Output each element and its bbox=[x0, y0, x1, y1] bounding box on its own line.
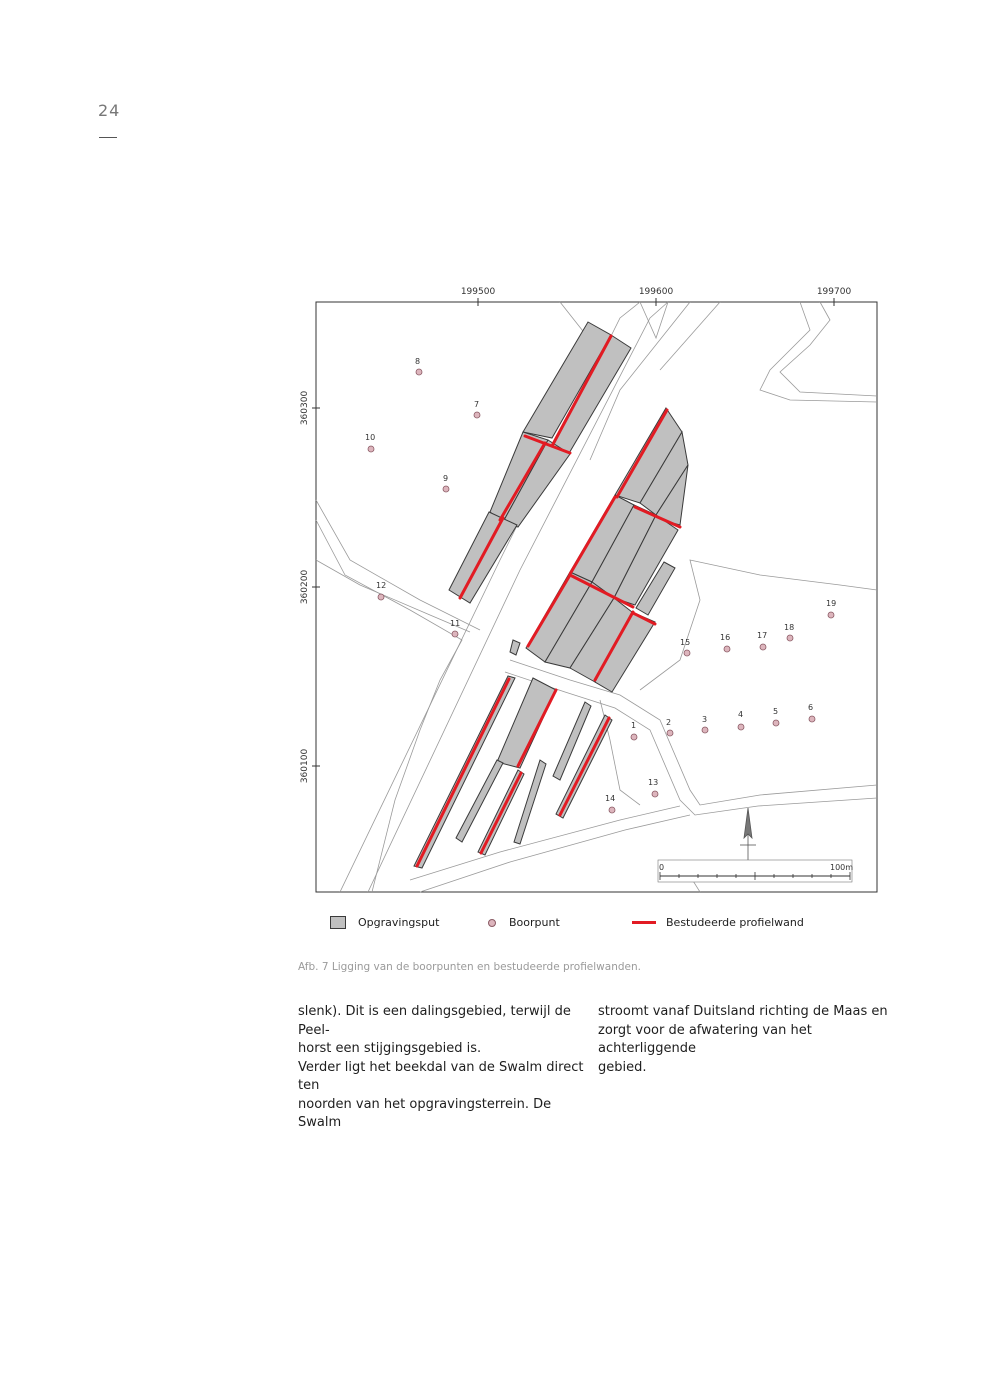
borehole-11 bbox=[452, 631, 458, 637]
borehole-label-12: 12 bbox=[376, 581, 387, 590]
map-legend bbox=[330, 916, 890, 938]
scale-bar bbox=[658, 860, 853, 882]
borehole-3 bbox=[702, 727, 708, 733]
borehole-swatch-icon bbox=[488, 919, 496, 927]
borehole-17 bbox=[760, 644, 766, 650]
borehole-15 bbox=[684, 650, 690, 656]
figure-caption: Afb. 7 Ligging van de boorpunten en bestudeerde profielwanden. bbox=[298, 961, 641, 973]
borehole-14 bbox=[609, 807, 615, 813]
body-line: horst een stijgingsgebied is. bbox=[298, 1041, 482, 1056]
legend-borehole-label: Boorpunt bbox=[509, 916, 560, 929]
borehole-label-16: 16 bbox=[720, 633, 731, 642]
body-line: Verder ligt het beekdal van de Swalm direct ten bbox=[298, 1059, 584, 1093]
borehole-label-1: 1 bbox=[631, 721, 637, 730]
legend-profile-label: Bestudeerde profielwand bbox=[666, 916, 804, 929]
borehole-12 bbox=[378, 594, 384, 600]
body-line: stroomt vanaf Duitsland richting de Maas en bbox=[598, 1004, 888, 1019]
y-tick-3: 360100 bbox=[300, 748, 310, 784]
pit-swatch-icon bbox=[330, 916, 346, 929]
borehole-label-15: 15 bbox=[680, 638, 691, 647]
x-tick-3: 199700 bbox=[816, 287, 852, 297]
borehole-label-13: 13 bbox=[648, 778, 659, 787]
y-tick-1: 360300 bbox=[300, 390, 310, 426]
legend-pit bbox=[330, 916, 439, 929]
borehole-7 bbox=[474, 412, 480, 418]
borehole-label-8: 8 bbox=[415, 357, 421, 366]
body-line: noorden van het opgravingsterrein. De Swalm bbox=[298, 1096, 552, 1130]
body-line: gebied. bbox=[598, 1059, 647, 1075]
borehole-label-2: 2 bbox=[666, 718, 672, 727]
body-column-left bbox=[298, 1003, 588, 1133]
body-line: slenk). Dit is een dalingsgebied, terwijl de Peel- bbox=[298, 1004, 571, 1038]
scale-start: 0 bbox=[659, 863, 665, 872]
borehole-8 bbox=[416, 369, 422, 375]
y-tick-2: 360200 bbox=[300, 569, 310, 605]
borehole-label-3: 3 bbox=[702, 715, 708, 724]
borehole-label-10: 10 bbox=[365, 433, 376, 442]
x-tick-1: 199500 bbox=[460, 287, 496, 297]
borehole-label-9: 9 bbox=[443, 474, 449, 483]
body-column-right bbox=[598, 1003, 888, 1077]
page-number-rule bbox=[99, 137, 117, 138]
borehole-label-17: 17 bbox=[757, 631, 768, 640]
scale-end: 100m bbox=[830, 863, 854, 872]
borehole-10 bbox=[368, 446, 374, 452]
legend-pit-label: Opgravingsput bbox=[358, 916, 440, 929]
borehole-4 bbox=[738, 724, 744, 730]
borehole-label-7: 7 bbox=[474, 400, 480, 409]
borehole-16 bbox=[724, 646, 730, 652]
x-tick-2: 199600 bbox=[638, 287, 674, 297]
borehole-1 bbox=[631, 734, 637, 740]
legend-profile bbox=[632, 916, 804, 929]
borehole-18 bbox=[787, 635, 793, 641]
borehole-label-18: 18 bbox=[784, 623, 795, 632]
excavation-map bbox=[270, 275, 890, 900]
borehole-label-5: 5 bbox=[773, 707, 779, 716]
body-line: zorgt voor de afwatering van het achterliggende bbox=[598, 1022, 812, 1056]
borehole-2 bbox=[667, 730, 673, 736]
profile-swatch-icon bbox=[632, 921, 656, 924]
borehole-label-11: 11 bbox=[450, 619, 461, 628]
borehole-13 bbox=[652, 791, 658, 797]
borehole-label-6: 6 bbox=[808, 703, 814, 712]
borehole-6 bbox=[809, 716, 815, 722]
legend-borehole bbox=[488, 916, 560, 929]
borehole-label-4: 4 bbox=[738, 710, 744, 719]
borehole-label-19: 19 bbox=[826, 599, 837, 608]
page-number: 24 bbox=[98, 101, 121, 120]
borehole-label-14: 14 bbox=[605, 794, 616, 803]
borehole-9 bbox=[443, 486, 449, 492]
borehole-19 bbox=[828, 612, 834, 618]
borehole-5 bbox=[773, 720, 779, 726]
